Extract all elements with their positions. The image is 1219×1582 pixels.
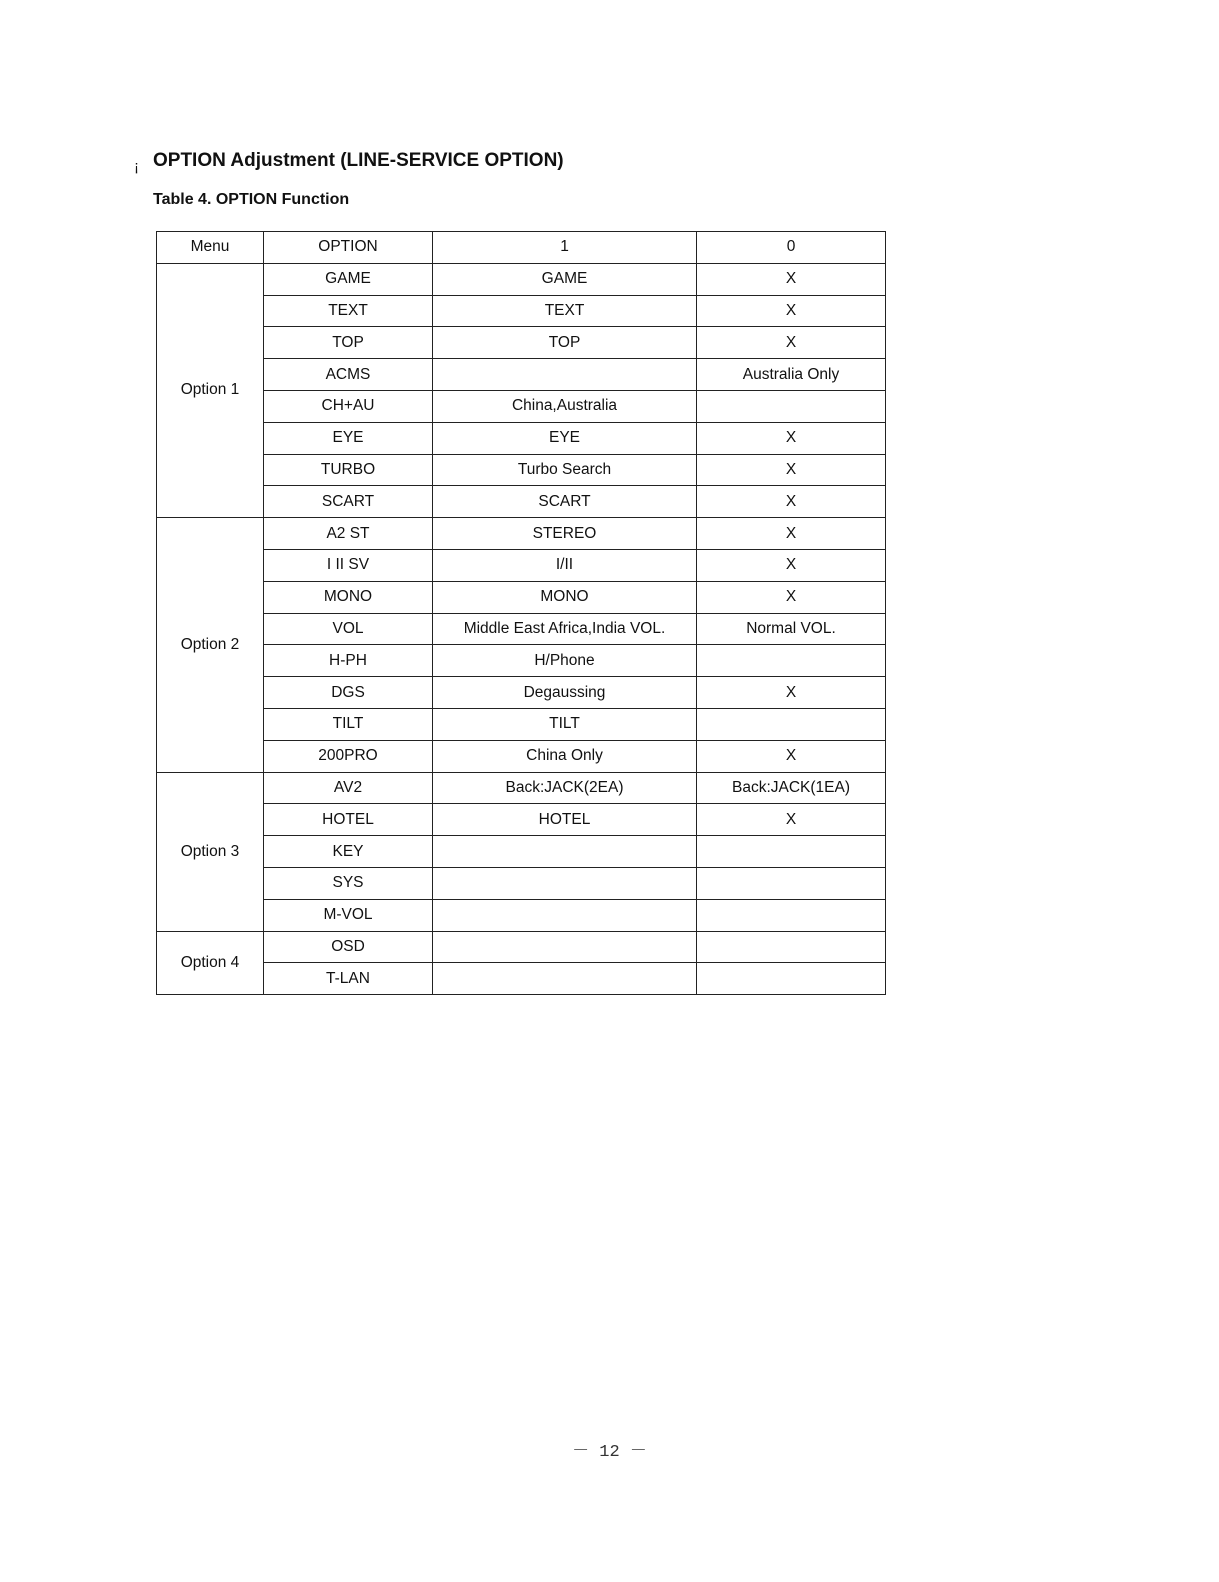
value-0-cell: X xyxy=(697,518,886,550)
table-row xyxy=(157,867,886,899)
bullet-mark: ¡ xyxy=(134,158,139,175)
option-name-cell: T-LAN xyxy=(264,963,433,995)
value-1-cell: TILT xyxy=(433,708,697,740)
value-0-cell xyxy=(697,867,886,899)
option-name-cell: SCART xyxy=(264,486,433,518)
option-name-cell: ACMS xyxy=(264,359,433,391)
value-0-cell: X xyxy=(697,263,886,295)
value-0-cell: Australia Only xyxy=(697,359,886,391)
option-name-cell: GAME xyxy=(264,263,433,295)
value-1-cell: Back:JACK(2EA) xyxy=(433,772,697,804)
value-1-cell xyxy=(433,359,697,391)
option-name-cell: CH+AU xyxy=(264,390,433,422)
value-1-cell: EYE xyxy=(433,422,697,454)
page-number: － 12 － xyxy=(572,1443,647,1462)
table-row xyxy=(157,931,886,963)
value-1-cell: TOP xyxy=(433,327,697,359)
table-row xyxy=(157,549,886,581)
menu-group-cell: Option 1 xyxy=(157,263,264,517)
section-heading: OPTION Adjustment (LINE-SERVICE OPTION) xyxy=(153,150,564,171)
table-row xyxy=(157,581,886,613)
header-menu: Menu xyxy=(157,232,264,264)
value-1-cell: China Only xyxy=(433,740,697,772)
option-name-cell: TOP xyxy=(264,327,433,359)
value-1-cell: TEXT xyxy=(433,295,697,327)
option-name-cell: EYE xyxy=(264,422,433,454)
value-0-cell: X xyxy=(697,454,886,486)
value-0-cell xyxy=(697,390,886,422)
value-0-cell xyxy=(697,931,886,963)
value-1-cell: Middle East Africa,India VOL. xyxy=(433,613,697,645)
value-0-cell: X xyxy=(697,327,886,359)
menu-group-cell: Option 2 xyxy=(157,518,264,772)
value-0-cell xyxy=(697,708,886,740)
value-1-cell xyxy=(433,899,697,931)
value-0-cell: X xyxy=(697,581,886,613)
value-1-cell: China,Australia xyxy=(433,390,697,422)
value-1-cell: MONO xyxy=(433,581,697,613)
header-value-1: 1 xyxy=(433,232,697,264)
value-0-cell: X xyxy=(697,549,886,581)
value-1-cell: STEREO xyxy=(433,518,697,550)
table-row xyxy=(157,486,886,518)
value-0-cell xyxy=(697,899,886,931)
option-name-cell: TILT xyxy=(264,708,433,740)
option-name-cell: TEXT xyxy=(264,295,433,327)
option-name-cell: KEY xyxy=(264,836,433,868)
value-1-cell xyxy=(433,963,697,995)
table-header-row xyxy=(157,232,886,264)
option-name-cell: H-PH xyxy=(264,645,433,677)
value-0-cell: X xyxy=(697,804,886,836)
value-1-cell: I/II xyxy=(433,549,697,581)
table-row xyxy=(157,359,886,391)
option-name-cell: I II SV xyxy=(264,549,433,581)
table-row xyxy=(157,836,886,868)
table-row xyxy=(157,645,886,677)
value-0-cell xyxy=(697,963,886,995)
option-name-cell: OSD xyxy=(264,931,433,963)
table-row xyxy=(157,740,886,772)
value-0-cell: X xyxy=(697,677,886,709)
table-row xyxy=(157,772,886,804)
value-0-cell: Back:JACK(1EA) xyxy=(697,772,886,804)
option-name-cell: TURBO xyxy=(264,454,433,486)
table-row xyxy=(157,263,886,295)
value-1-cell: H/Phone xyxy=(433,645,697,677)
value-0-cell: X xyxy=(697,422,886,454)
value-1-cell: GAME xyxy=(433,263,697,295)
table-row xyxy=(157,422,886,454)
table-row xyxy=(157,454,886,486)
menu-group-cell: Option 3 xyxy=(157,772,264,931)
value-0-cell xyxy=(697,645,886,677)
table-row xyxy=(157,899,886,931)
option-name-cell: SYS xyxy=(264,867,433,899)
option-name-cell: AV2 xyxy=(264,772,433,804)
option-name-cell: HOTEL xyxy=(264,804,433,836)
menu-group-cell: Option 4 xyxy=(157,931,264,995)
option-name-cell: M-VOL xyxy=(264,899,433,931)
value-1-cell: Degaussing xyxy=(433,677,697,709)
table-row xyxy=(157,677,886,709)
option-name-cell: MONO xyxy=(264,581,433,613)
value-0-cell: Normal VOL. xyxy=(697,613,886,645)
header-option: OPTION xyxy=(264,232,433,264)
table-row xyxy=(157,708,886,740)
table-row xyxy=(157,390,886,422)
option-function-table xyxy=(156,231,886,995)
value-1-cell: HOTEL xyxy=(433,804,697,836)
value-0-cell: X xyxy=(697,740,886,772)
value-0-cell xyxy=(697,836,886,868)
table-row xyxy=(157,295,886,327)
value-0-cell: X xyxy=(697,295,886,327)
option-name-cell: VOL xyxy=(264,613,433,645)
table-row xyxy=(157,327,886,359)
table-row xyxy=(157,963,886,995)
table-row xyxy=(157,804,886,836)
table-body xyxy=(157,232,886,995)
table-row xyxy=(157,518,886,550)
value-1-cell xyxy=(433,836,697,868)
option-name-cell: DGS xyxy=(264,677,433,709)
table-caption: Table 4. OPTION Function xyxy=(153,191,350,208)
value-1-cell xyxy=(433,867,697,899)
option-name-cell: A2 ST xyxy=(264,518,433,550)
table-row xyxy=(157,613,886,645)
option-name-cell: 200PRO xyxy=(264,740,433,772)
header-value-0: 0 xyxy=(697,232,886,264)
value-1-cell: Turbo Search xyxy=(433,454,697,486)
value-1-cell xyxy=(433,931,697,963)
value-1-cell: SCART xyxy=(433,486,697,518)
value-0-cell: X xyxy=(697,486,886,518)
